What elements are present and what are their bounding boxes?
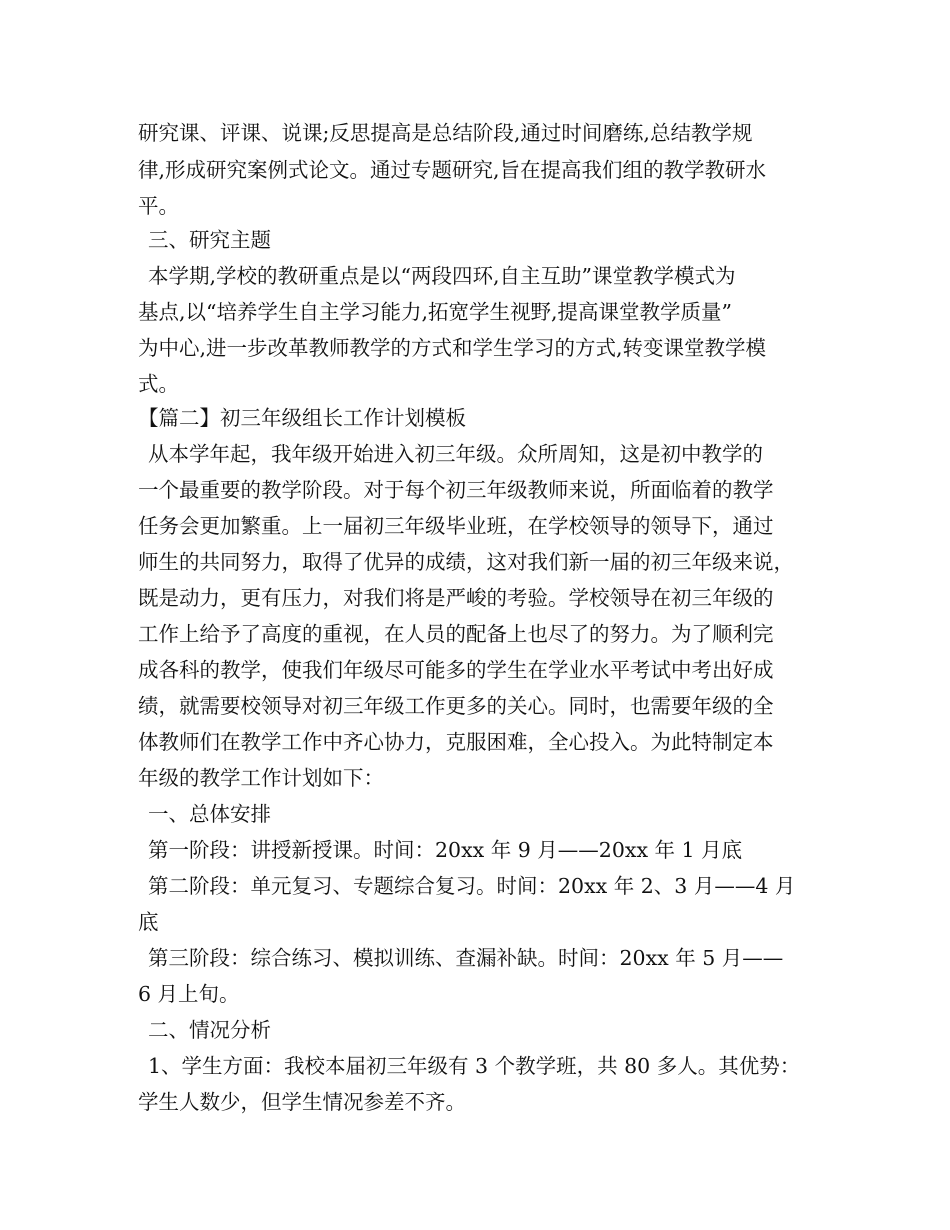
paragraph-line: 为中心,进一步改革教师教学的方式和学生学习的方式,转变课堂教学模 [138, 336, 767, 360]
paragraph-line: 式。 [138, 372, 179, 396]
paragraph-line: 1、学生方面：我校本届初三年级有 3 个教学班，共 80 多人。其优势： [148, 1054, 801, 1078]
paragraph-line: 一个最重要的教学阶段。对于每个初三年级教师来说，所面临着的教学 [138, 478, 774, 502]
paragraph-line: 成各科的教学，使我们年级尽可能多的学生在学业水平考试中考出好成 [138, 658, 774, 682]
article-title: 【篇二】初三年级组长工作计划模板 [138, 406, 466, 430]
paragraph-line: 基点,以“培养学生自主学习能力,拓宽学生视野,提高课堂教学质量” [138, 300, 733, 324]
paragraph-line: 第一阶段：讲授新授课。时间：20xx 年 9 月——20xx 年 1 月底 [148, 838, 743, 862]
paragraph-line: 任务会更加繁重。上一届初三年级毕业班，在学校领导的领导下，通过 [138, 514, 774, 538]
paragraph-line: 工作上给予了高度的重视，在人员的配备上也尽了的努力。为了顺利完 [138, 622, 774, 646]
paragraph-line: 年级的教学工作计划如下： [138, 766, 384, 790]
section-heading: 二、情况分析 [148, 1018, 271, 1042]
paragraph-line: 6 月上旬。 [138, 982, 240, 1006]
paragraph-line: 第三阶段：综合练习、模拟训练、查漏补缺。时间：20xx 年 5 月—— [148, 946, 784, 970]
paragraph-line: 第二阶段：单元复习、专题综合复习。时间：20xx 年 2、3 月——4 月 [148, 874, 796, 898]
paragraph-line: 学生人数少，但学生情况参差不齐。 [138, 1090, 466, 1114]
section-heading: 三、研究主题 [148, 228, 271, 252]
paragraph-line: 平。 [138, 194, 179, 218]
paragraph-line: 体教师们在教学工作中齐心协力，克服困难，全心投入。为此特制定本 [138, 730, 774, 754]
paragraph-line: 绩，就需要校领导对初三年级工作更多的关心。同时，也需要年级的全 [138, 694, 774, 718]
paragraph-line: 律,形成研究案例式论文。通过专题研究,旨在提高我们组的教学教研水 [138, 158, 767, 182]
paragraph-line: 本学期,学校的教研重点是以“两段四环,自主互助”课堂教学模式为 [148, 264, 736, 288]
paragraph-line: 从本学年起，我年级开始进入初三年级。众所周知，这是初中教学的 [148, 442, 763, 466]
paragraph-line: 底 [138, 910, 159, 934]
paragraph-line: 既是动力，更有压力，对我们将是严峻的考验。学校领导在初三年级的 [138, 586, 774, 610]
paragraph-line: 师生的共同努力，取得了优异的成绩，这对我们新一届的初三年级来说， [138, 550, 794, 574]
paragraph-line: 研究课、评课、说课;反思提高是总结阶段,通过时间磨练,总结教学规 [138, 121, 753, 145]
section-heading: 一、总体安排 [148, 802, 271, 826]
